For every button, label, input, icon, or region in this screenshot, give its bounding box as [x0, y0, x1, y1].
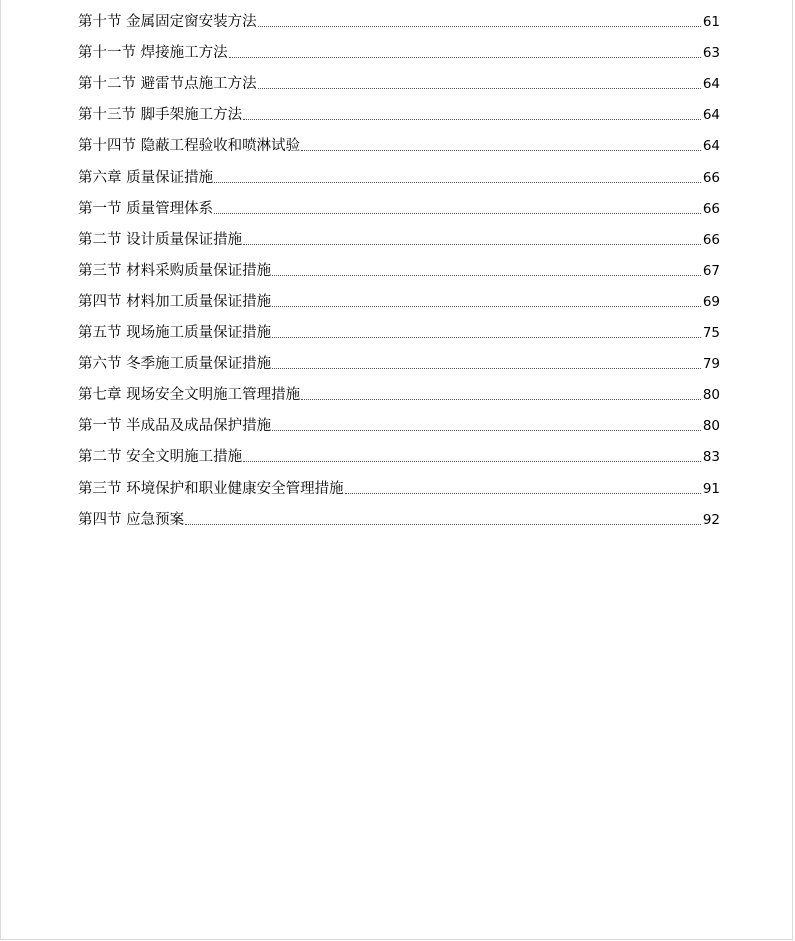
toc-dot-leader	[272, 429, 701, 431]
toc-entry-page: 66	[702, 200, 720, 217]
toc-dot-leader	[214, 212, 701, 214]
toc-dot-leader	[272, 305, 701, 307]
toc-entry-title: 第三节 材料采购质量保证措施	[78, 262, 272, 279]
toc-entry-page: 63	[702, 45, 720, 62]
toc-entry[interactable]	[78, 63, 720, 94]
toc-dot-leader	[243, 118, 701, 120]
toc-entry[interactable]	[78, 312, 720, 343]
toc-entry-page: 92	[702, 511, 720, 528]
toc-dot-leader	[229, 56, 701, 58]
toc-dot-leader	[301, 398, 701, 400]
toc-entry[interactable]	[78, 94, 720, 125]
toc-entry-title: 第四节 材料加工质量保证措施	[78, 293, 272, 310]
toc-entry-page: 80	[702, 418, 720, 435]
toc-dot-leader	[243, 460, 701, 462]
toc-entry[interactable]	[78, 32, 720, 63]
toc-dot-leader	[185, 523, 701, 525]
toc-entry[interactable]	[78, 405, 720, 436]
toc-dot-leader	[258, 87, 701, 89]
toc-entry-page: 75	[702, 325, 720, 342]
toc-dot-leader	[272, 274, 701, 276]
toc-entry-title: 第十一节 焊接施工方法	[78, 45, 228, 62]
toc-entry-page: 64	[702, 107, 720, 124]
toc-dot-leader	[301, 149, 701, 151]
toc-entry-page: 69	[702, 293, 720, 310]
toc-chapter-entry[interactable]	[78, 156, 720, 187]
toc-entry-title: 第六章 质量保证措施	[78, 169, 214, 186]
toc-entry-title: 第一节 半成品及成品保护措施	[78, 418, 272, 435]
toc-entry[interactable]	[78, 499, 720, 530]
toc-entry-title: 第四节 应急预案	[78, 511, 185, 528]
toc-entry-title: 第七章 现场安全文明施工管理措施	[78, 387, 301, 404]
toc-entry[interactable]	[78, 467, 720, 498]
toc-entry[interactable]	[78, 219, 720, 250]
toc-entry-page: 83	[702, 449, 720, 466]
toc-entry-page: 66	[702, 231, 720, 248]
toc-entry[interactable]	[78, 125, 720, 156]
toc-entry-title: 第一节 质量管理体系	[78, 200, 214, 217]
toc-entry-page: 66	[702, 169, 720, 186]
toc-entry-title: 第二节 安全文明施工措施	[78, 449, 243, 466]
toc-entry-title: 第十三节 脚手架施工方法	[78, 107, 243, 124]
toc-entry-page: 64	[702, 138, 720, 155]
toc-entry-title: 第十四节 隐蔽工程验收和喷淋试验	[78, 138, 301, 155]
toc-entry-title: 第三节 环境保护和职业健康安全管理措施	[78, 480, 344, 497]
toc-entry-title: 第十节 金属固定窗安装方法	[78, 14, 257, 31]
toc-entry-page: 67	[702, 262, 720, 279]
toc-dot-leader	[272, 336, 701, 338]
toc-entry-title: 第五节 现场施工质量保证措施	[78, 325, 272, 342]
toc-entry[interactable]	[78, 343, 720, 374]
toc-entry[interactable]	[78, 1, 720, 32]
toc-entry-page: 79	[702, 356, 720, 373]
toc-dot-leader	[258, 25, 701, 27]
toc-chapter-entry[interactable]	[78, 374, 720, 405]
toc-entry[interactable]	[78, 250, 720, 281]
toc-dot-leader	[243, 243, 701, 245]
table-of-contents	[78, 1, 720, 530]
toc-entry-title: 第十二节 避雷节点施工方法	[78, 76, 257, 93]
toc-dot-leader	[345, 492, 701, 494]
toc-entry[interactable]	[78, 436, 720, 467]
toc-entry-page: 64	[702, 76, 720, 93]
toc-entry-page: 91	[702, 480, 720, 497]
toc-entry-page: 61	[702, 14, 720, 31]
toc-entry[interactable]	[78, 188, 720, 219]
toc-entry-title: 第六节 冬季施工质量保证措施	[78, 356, 272, 373]
toc-entry[interactable]	[78, 281, 720, 312]
toc-dot-leader	[272, 367, 701, 369]
toc-entry-title: 第二节 设计质量保证措施	[78, 231, 243, 248]
toc-dot-leader	[214, 181, 701, 183]
toc-entry-page: 80	[702, 387, 720, 404]
